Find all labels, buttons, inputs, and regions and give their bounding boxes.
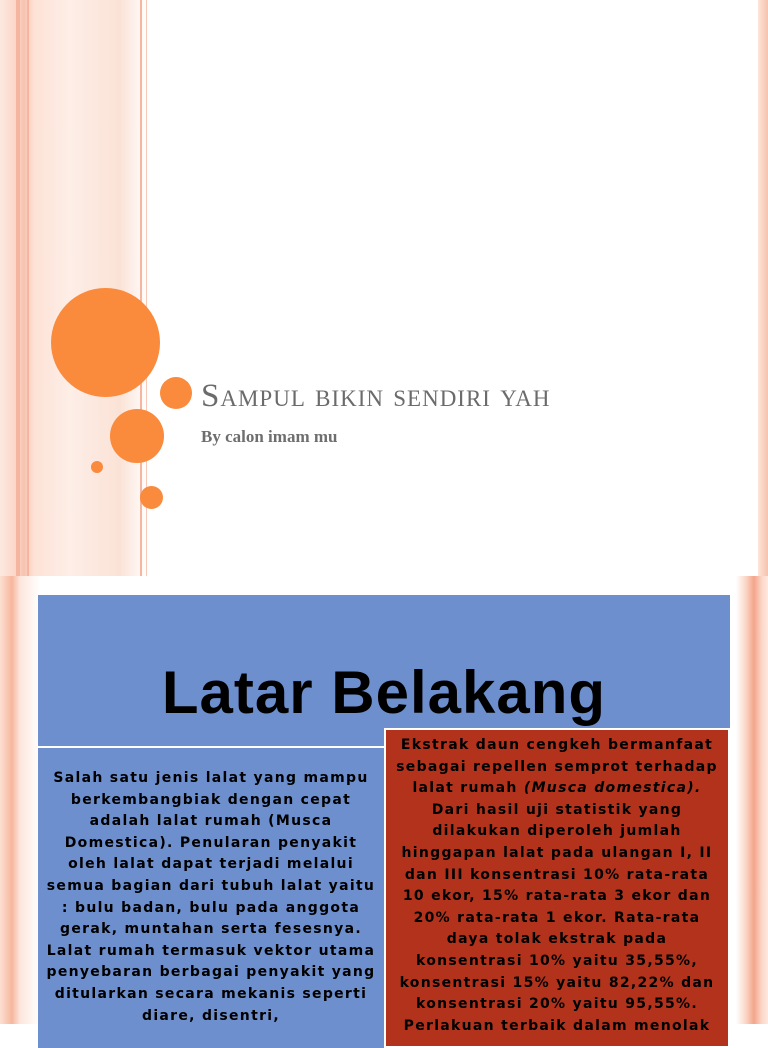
decorative-circle — [110, 409, 164, 463]
background-paragraph: Salah satu jenis lalat yang mampu berkembangbiak dengan cepat adalah lalat rumah (Musca Domestica). Penularan penyakit oleh lalat dapat terjadi melalui semua bagian dari tubuh lalat yaitu : bulu badan, bulu pada anggota gerak, muntahan serta fesesnya. Lalat rumah termasuk vektor utama penyebaran berbagai penyakit yang ditularkan secara mekanis seperti diare, disentri, — [46, 770, 376, 1024]
result-body: Dari hasil uji statistik yang dilakukan diperoleh jumlah hinggapan lalat pada ulangan I, II dan III konsentrasi 10% rata-rata 10 ekor, 15% rata-rata 3 ekor dan 20% rata-rata 1 ekor. Rata-rata daya tolak ekstrak pada konsentrasi 10% yaitu 35,55%, konsentrasi 15% yaitu 82,22% dan konsentrasi 20% yaitu 95,55%. Perlakuan terbaik dalam menolak — [399, 801, 715, 1034]
slide-title: Sampul bikin sendiri yah — [201, 378, 551, 414]
species-name: (Musca domestica). — [523, 780, 702, 797]
right-decorative-band — [736, 576, 768, 1024]
heading-box — [38, 595, 730, 746]
decorative-circle — [51, 288, 160, 397]
result-intro: Ekstrak daun cengkeh bermanfaat sebagai repellen semprot terhadap lalat rumah — [396, 737, 718, 797]
background-text-box — [38, 746, 386, 1048]
result-paragraph — [386, 730, 728, 1037]
slide-subtitle: By calon imam mu — [201, 427, 338, 446]
decorative-stripe — [27, 0, 29, 576]
decorative-circle — [140, 486, 163, 509]
left-decorative-band — [0, 576, 40, 1024]
left-decorative-band — [0, 0, 148, 576]
decorative-stripe — [16, 0, 20, 576]
decorative-circle — [160, 377, 192, 409]
slide-heading: Latar Belakang — [161, 659, 607, 726]
right-decorative-edge — [758, 0, 768, 576]
content-slide — [0, 576, 768, 1034]
decorative-circle — [91, 461, 103, 473]
result-text-box — [384, 728, 730, 1048]
